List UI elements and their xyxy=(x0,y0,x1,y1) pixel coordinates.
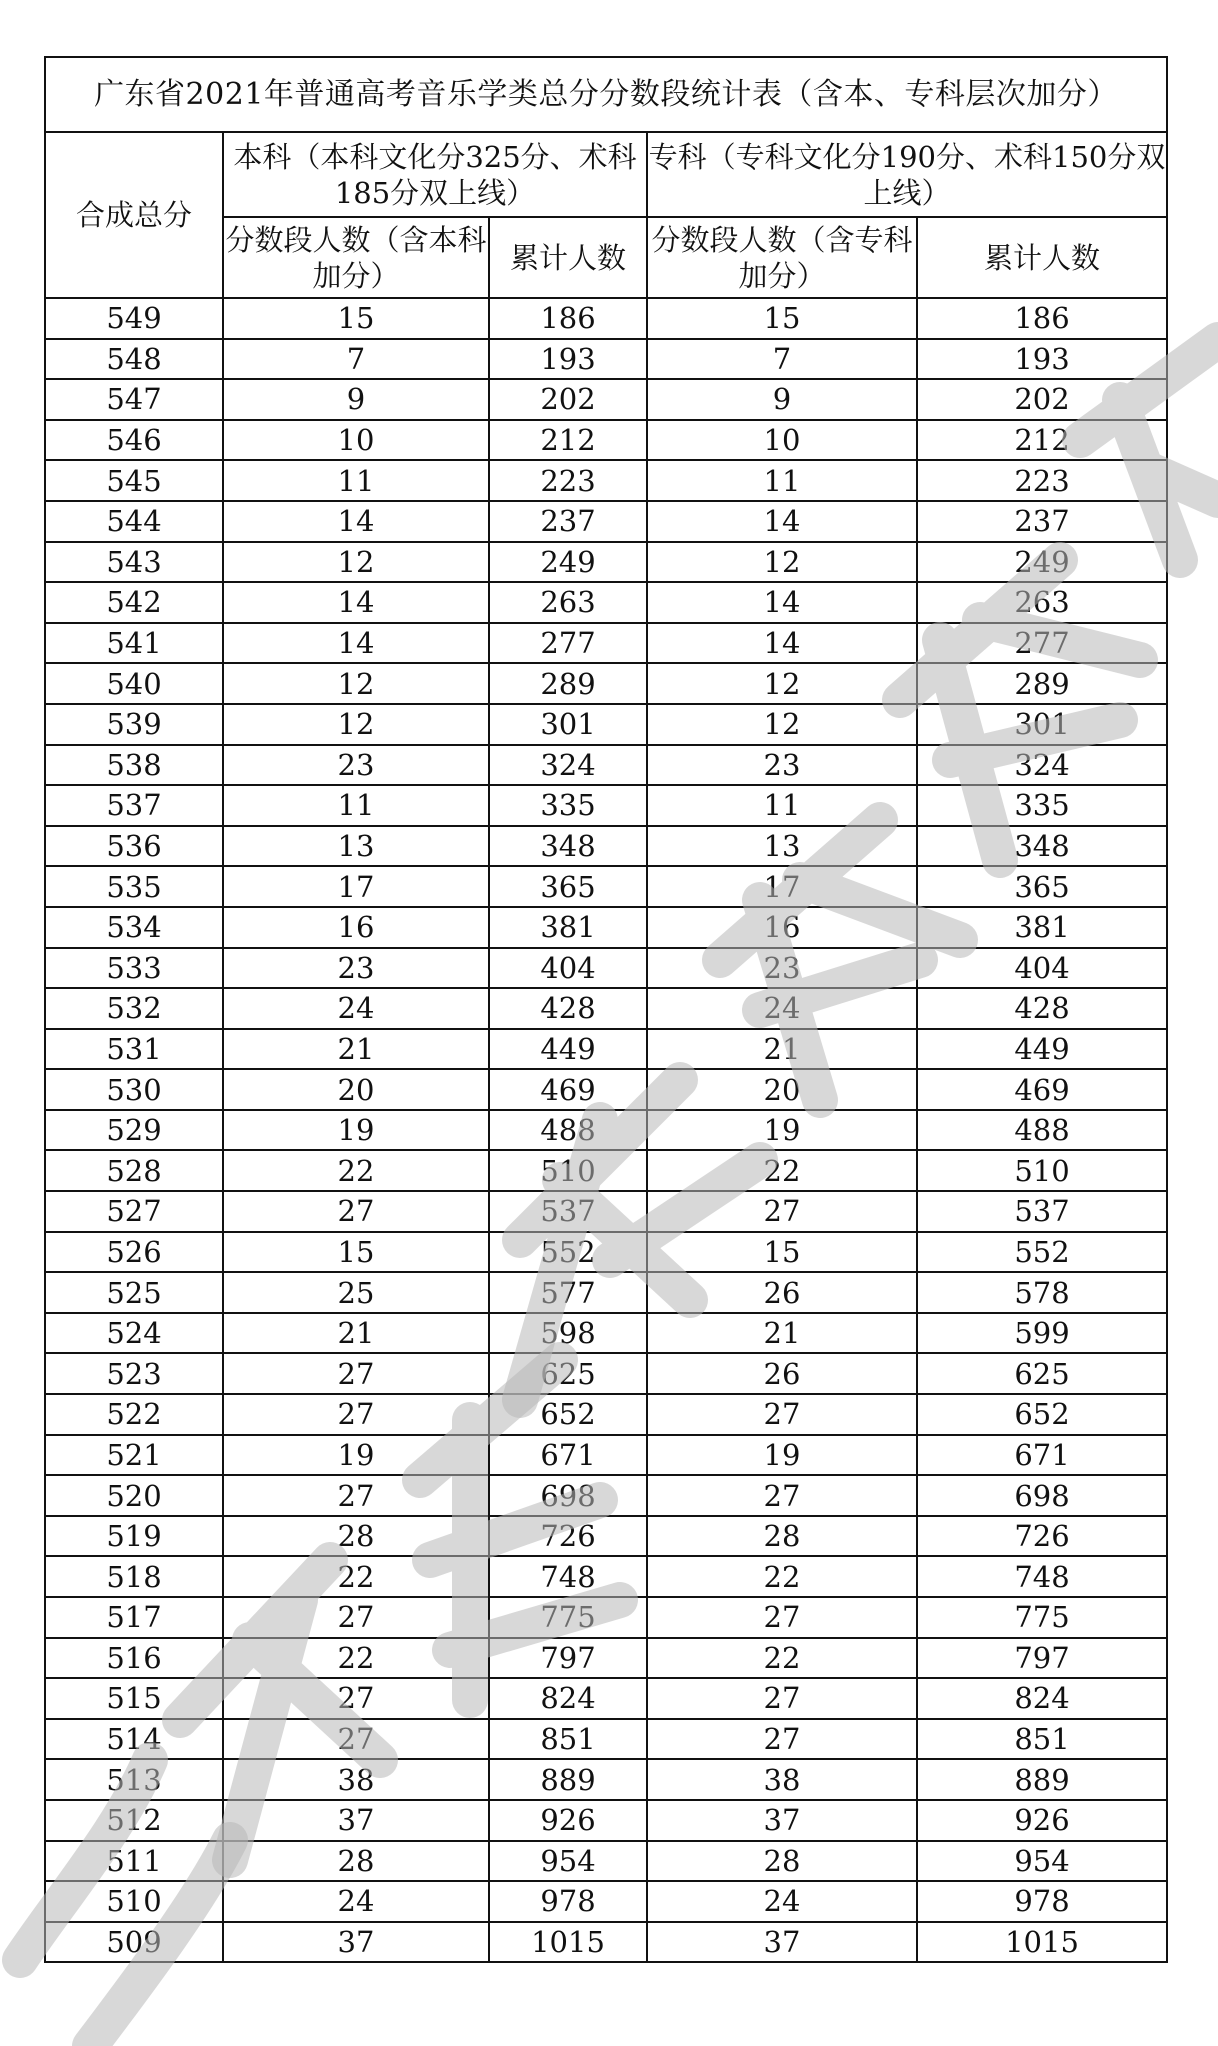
undergrad-count-cell: 27 xyxy=(223,1353,489,1394)
junior-cumulative-cell: 775 xyxy=(917,1597,1167,1638)
score-cell: 545 xyxy=(45,460,223,501)
junior-cumulative-cell: 277 xyxy=(917,623,1167,664)
undergrad-cumulative-cell: 552 xyxy=(489,1232,647,1273)
undergrad-count-cell: 11 xyxy=(223,785,489,826)
undergrad-count-cell: 13 xyxy=(223,826,489,867)
undergrad-count-cell: 27 xyxy=(223,1678,489,1719)
undergrad-cumulative-cell: 186 xyxy=(489,298,647,339)
junior-count-cell: 11 xyxy=(647,785,917,826)
junior-count-cell: 23 xyxy=(647,948,917,989)
undergrad-count-cell: 27 xyxy=(223,1719,489,1760)
score-distribution-table xyxy=(44,56,1168,1963)
undergrad-count-cell: 14 xyxy=(223,623,489,664)
undergrad-cumulative-cell: 449 xyxy=(489,1029,647,1070)
junior-count-cell: 26 xyxy=(647,1353,917,1394)
junior-cumulative-cell: 926 xyxy=(917,1800,1167,1841)
table-row xyxy=(45,542,1167,583)
table-title: 广东省2021年普通高考音乐学类总分分数段统计表（含本、专科层次加分） xyxy=(45,57,1167,132)
score-cell: 509 xyxy=(45,1922,223,1963)
junior-count-cell: 15 xyxy=(647,298,917,339)
junior-cumulative-cell: 249 xyxy=(917,542,1167,583)
score-cell: 539 xyxy=(45,704,223,745)
table-row xyxy=(45,785,1167,826)
junior-count-cell: 12 xyxy=(647,542,917,583)
junior-cumulative-cell: 428 xyxy=(917,988,1167,1029)
score-cell: 513 xyxy=(45,1759,223,1800)
undergrad-cumulative-cell: 289 xyxy=(489,663,647,704)
score-cell: 515 xyxy=(45,1678,223,1719)
header-junior-cumulative: 累计人数 xyxy=(917,217,1167,298)
junior-cumulative-cell: 193 xyxy=(917,339,1167,380)
junior-count-cell: 10 xyxy=(647,420,917,461)
header-score: 合成总分 xyxy=(45,132,223,298)
undergrad-count-cell: 22 xyxy=(223,1150,489,1191)
score-cell: 536 xyxy=(45,826,223,867)
table-row xyxy=(45,460,1167,501)
undergrad-cumulative-cell: 510 xyxy=(489,1150,647,1191)
junior-cumulative-cell: 797 xyxy=(917,1638,1167,1679)
undergrad-count-cell: 15 xyxy=(223,298,489,339)
table-row xyxy=(45,1678,1167,1719)
score-cell: 546 xyxy=(45,420,223,461)
junior-cumulative-cell: 289 xyxy=(917,663,1167,704)
undergrad-cumulative-cell: 577 xyxy=(489,1272,647,1313)
table-row xyxy=(45,866,1167,907)
junior-cumulative-cell: 537 xyxy=(917,1191,1167,1232)
table-row xyxy=(45,1638,1167,1679)
junior-count-cell: 23 xyxy=(647,745,917,786)
score-cell: 531 xyxy=(45,1029,223,1070)
score-cell: 541 xyxy=(45,623,223,664)
junior-cumulative-cell: 381 xyxy=(917,907,1167,948)
undergrad-cumulative-cell: 193 xyxy=(489,339,647,380)
table-row xyxy=(45,1069,1167,1110)
undergrad-cumulative-cell: 851 xyxy=(489,1719,647,1760)
undergrad-cumulative-cell: 698 xyxy=(489,1475,647,1516)
header-junior-segment: 分数段人数（含专科加分） xyxy=(647,217,917,298)
undergrad-count-cell: 19 xyxy=(223,1435,489,1476)
table-row xyxy=(45,1029,1167,1070)
junior-cumulative-cell: 263 xyxy=(917,582,1167,623)
undergrad-cumulative-cell: 263 xyxy=(489,582,647,623)
undergrad-cumulative-cell: 277 xyxy=(489,623,647,664)
junior-count-cell: 14 xyxy=(647,623,917,664)
junior-count-cell: 26 xyxy=(647,1272,917,1313)
junior-cumulative-cell: 889 xyxy=(917,1759,1167,1800)
junior-cumulative-cell: 954 xyxy=(917,1841,1167,1882)
undergrad-count-cell: 25 xyxy=(223,1272,489,1313)
junior-count-cell: 27 xyxy=(647,1719,917,1760)
undergrad-cumulative-cell: 223 xyxy=(489,460,647,501)
junior-cumulative-cell: 698 xyxy=(917,1475,1167,1516)
undergrad-cumulative-cell: 428 xyxy=(489,988,647,1029)
junior-count-cell: 27 xyxy=(647,1191,917,1232)
junior-cumulative-cell: 223 xyxy=(917,460,1167,501)
junior-cumulative-cell: 851 xyxy=(917,1719,1167,1760)
undergrad-cumulative-cell: 954 xyxy=(489,1841,647,1882)
junior-count-cell: 14 xyxy=(647,501,917,542)
score-cell: 549 xyxy=(45,298,223,339)
table-row xyxy=(45,501,1167,542)
score-cell: 521 xyxy=(45,1435,223,1476)
undergrad-cumulative-cell: 404 xyxy=(489,948,647,989)
undergrad-cumulative-cell: 348 xyxy=(489,826,647,867)
junior-count-cell: 38 xyxy=(647,1759,917,1800)
table-row xyxy=(45,1232,1167,1273)
undergrad-count-cell: 14 xyxy=(223,501,489,542)
undergrad-cumulative-cell: 978 xyxy=(489,1881,647,1922)
undergrad-cumulative-cell: 365 xyxy=(489,866,647,907)
undergrad-count-cell: 27 xyxy=(223,1597,489,1638)
junior-count-cell: 14 xyxy=(647,582,917,623)
junior-count-cell: 15 xyxy=(647,1232,917,1273)
junior-count-cell: 11 xyxy=(647,460,917,501)
undergrad-cumulative-cell: 652 xyxy=(489,1394,647,1435)
score-cell: 526 xyxy=(45,1232,223,1273)
score-cell: 517 xyxy=(45,1597,223,1638)
score-cell: 520 xyxy=(45,1475,223,1516)
junior-count-cell: 27 xyxy=(647,1475,917,1516)
junior-count-cell: 27 xyxy=(647,1678,917,1719)
junior-cumulative-cell: 469 xyxy=(917,1069,1167,1110)
junior-cumulative-cell: 301 xyxy=(917,704,1167,745)
undergrad-cumulative-cell: 926 xyxy=(489,1800,647,1841)
undergrad-count-cell: 17 xyxy=(223,866,489,907)
undergrad-count-cell: 28 xyxy=(223,1841,489,1882)
junior-count-cell: 24 xyxy=(647,988,917,1029)
score-cell: 534 xyxy=(45,907,223,948)
table-row xyxy=(45,1922,1167,1963)
junior-count-cell: 16 xyxy=(647,907,917,948)
undergrad-count-cell: 12 xyxy=(223,542,489,583)
table-row xyxy=(45,826,1167,867)
junior-cumulative-cell: 652 xyxy=(917,1394,1167,1435)
undergrad-cumulative-cell: 625 xyxy=(489,1353,647,1394)
score-cell: 547 xyxy=(45,379,223,420)
undergrad-cumulative-cell: 537 xyxy=(489,1191,647,1232)
table-row xyxy=(45,1435,1167,1476)
undergrad-count-cell: 23 xyxy=(223,948,489,989)
score-cell: 524 xyxy=(45,1313,223,1354)
undergrad-cumulative-cell: 748 xyxy=(489,1556,647,1597)
table-row xyxy=(45,948,1167,989)
table-row xyxy=(45,907,1167,948)
junior-count-cell: 27 xyxy=(647,1597,917,1638)
table-row xyxy=(45,1719,1167,1760)
junior-cumulative-cell: 237 xyxy=(917,501,1167,542)
table-row xyxy=(45,1475,1167,1516)
junior-count-cell: 7 xyxy=(647,339,917,380)
header-undergrad-segment: 分数段人数（含本科加分） xyxy=(223,217,489,298)
undergrad-count-cell: 12 xyxy=(223,704,489,745)
junior-count-cell: 28 xyxy=(647,1841,917,1882)
undergrad-cumulative-cell: 598 xyxy=(489,1313,647,1354)
table-row xyxy=(45,1759,1167,1800)
undergrad-count-cell: 22 xyxy=(223,1556,489,1597)
score-cell: 537 xyxy=(45,785,223,826)
junior-cumulative-cell: 578 xyxy=(917,1272,1167,1313)
undergrad-cumulative-cell: 775 xyxy=(489,1597,647,1638)
header-undergrad: 本科（本科文化分325分、术科185分双上线） xyxy=(223,132,647,217)
junior-cumulative-cell: 824 xyxy=(917,1678,1167,1719)
junior-cumulative-cell: 625 xyxy=(917,1353,1167,1394)
score-cell: 522 xyxy=(45,1394,223,1435)
junior-count-cell: 21 xyxy=(647,1313,917,1354)
table-row xyxy=(45,623,1167,664)
junior-count-cell: 9 xyxy=(647,379,917,420)
junior-cumulative-cell: 726 xyxy=(917,1516,1167,1557)
undergrad-cumulative-cell: 469 xyxy=(489,1069,647,1110)
undergrad-count-cell: 23 xyxy=(223,745,489,786)
table-row xyxy=(45,1272,1167,1313)
score-cell: 544 xyxy=(45,501,223,542)
undergrad-count-cell: 15 xyxy=(223,1232,489,1273)
junior-count-cell: 24 xyxy=(647,1881,917,1922)
table-row xyxy=(45,1841,1167,1882)
undergrad-count-cell: 27 xyxy=(223,1191,489,1232)
undergrad-cumulative-cell: 824 xyxy=(489,1678,647,1719)
score-cell: 542 xyxy=(45,582,223,623)
undergrad-cumulative-cell: 671 xyxy=(489,1435,647,1476)
undergrad-count-cell: 24 xyxy=(223,1881,489,1922)
table-row xyxy=(45,1516,1167,1557)
undergrad-cumulative-cell: 381 xyxy=(489,907,647,948)
undergrad-count-cell: 14 xyxy=(223,582,489,623)
undergrad-cumulative-cell: 212 xyxy=(489,420,647,461)
junior-count-cell: 22 xyxy=(647,1150,917,1191)
undergrad-count-cell: 11 xyxy=(223,460,489,501)
undergrad-cumulative-cell: 202 xyxy=(489,379,647,420)
score-cell: 533 xyxy=(45,948,223,989)
junior-count-cell: 37 xyxy=(647,1922,917,1963)
header-undergrad-cumulative: 累计人数 xyxy=(489,217,647,298)
table-row xyxy=(45,704,1167,745)
undergrad-count-cell: 24 xyxy=(223,988,489,1029)
score-cell: 511 xyxy=(45,1841,223,1882)
undergrad-count-cell: 27 xyxy=(223,1394,489,1435)
undergrad-count-cell: 12 xyxy=(223,663,489,704)
junior-count-cell: 12 xyxy=(647,663,917,704)
score-cell: 519 xyxy=(45,1516,223,1557)
junior-count-cell: 28 xyxy=(647,1516,917,1557)
junior-count-cell: 20 xyxy=(647,1069,917,1110)
undergrad-count-cell: 20 xyxy=(223,1069,489,1110)
score-cell: 530 xyxy=(45,1069,223,1110)
undergrad-count-cell: 21 xyxy=(223,1029,489,1070)
junior-cumulative-cell: 348 xyxy=(917,826,1167,867)
table-row xyxy=(45,420,1167,461)
table-row xyxy=(45,1191,1167,1232)
junior-cumulative-cell: 324 xyxy=(917,745,1167,786)
undergrad-cumulative-cell: 1015 xyxy=(489,1922,647,1963)
undergrad-cumulative-cell: 249 xyxy=(489,542,647,583)
undergrad-count-cell: 10 xyxy=(223,420,489,461)
score-cell: 529 xyxy=(45,1110,223,1151)
junior-cumulative-cell: 212 xyxy=(917,420,1167,461)
undergrad-count-cell: 28 xyxy=(223,1516,489,1557)
junior-cumulative-cell: 599 xyxy=(917,1313,1167,1354)
junior-cumulative-cell: 510 xyxy=(917,1150,1167,1191)
table-row xyxy=(45,663,1167,704)
junior-cumulative-cell: 404 xyxy=(917,948,1167,989)
junior-count-cell: 19 xyxy=(647,1110,917,1151)
undergrad-cumulative-cell: 797 xyxy=(489,1638,647,1679)
table-row xyxy=(45,1353,1167,1394)
junior-cumulative-cell: 748 xyxy=(917,1556,1167,1597)
table-row xyxy=(45,1150,1167,1191)
junior-count-cell: 13 xyxy=(647,826,917,867)
score-cell: 538 xyxy=(45,745,223,786)
score-cell: 528 xyxy=(45,1150,223,1191)
table-row xyxy=(45,988,1167,1029)
score-cell: 527 xyxy=(45,1191,223,1232)
junior-cumulative-cell: 202 xyxy=(917,379,1167,420)
junior-count-cell: 17 xyxy=(647,866,917,907)
score-cell: 510 xyxy=(45,1881,223,1922)
junior-cumulative-cell: 1015 xyxy=(917,1922,1167,1963)
junior-cumulative-cell: 488 xyxy=(917,1110,1167,1151)
undergrad-count-cell: 37 xyxy=(223,1922,489,1963)
undergrad-cumulative-cell: 237 xyxy=(489,501,647,542)
header-junior: 专科（专科文化分190分、术科150分双上线） xyxy=(647,132,1167,217)
score-cell: 532 xyxy=(45,988,223,1029)
junior-cumulative-cell: 186 xyxy=(917,298,1167,339)
undergrad-cumulative-cell: 324 xyxy=(489,745,647,786)
table-row xyxy=(45,582,1167,623)
score-cell: 516 xyxy=(45,1638,223,1679)
junior-cumulative-cell: 365 xyxy=(917,866,1167,907)
undergrad-count-cell: 16 xyxy=(223,907,489,948)
junior-count-cell: 19 xyxy=(647,1435,917,1476)
table-row xyxy=(45,379,1167,420)
undergrad-cumulative-cell: 301 xyxy=(489,704,647,745)
table-row xyxy=(45,1597,1167,1638)
undergrad-count-cell: 22 xyxy=(223,1638,489,1679)
undergrad-count-cell: 9 xyxy=(223,379,489,420)
junior-count-cell: 37 xyxy=(647,1800,917,1841)
junior-cumulative-cell: 335 xyxy=(917,785,1167,826)
table-row xyxy=(45,1800,1167,1841)
junior-cumulative-cell: 671 xyxy=(917,1435,1167,1476)
score-cell: 548 xyxy=(45,339,223,380)
junior-count-cell: 27 xyxy=(647,1394,917,1435)
score-cell: 518 xyxy=(45,1556,223,1597)
table-row xyxy=(45,1394,1167,1435)
junior-count-cell: 12 xyxy=(647,704,917,745)
undergrad-count-cell: 19 xyxy=(223,1110,489,1151)
undergrad-count-cell: 37 xyxy=(223,1800,489,1841)
junior-cumulative-cell: 449 xyxy=(917,1029,1167,1070)
table-row xyxy=(45,1110,1167,1151)
table-row xyxy=(45,339,1167,380)
undergrad-cumulative-cell: 726 xyxy=(489,1516,647,1557)
score-cell: 525 xyxy=(45,1272,223,1313)
junior-count-cell: 22 xyxy=(647,1638,917,1679)
junior-cumulative-cell: 552 xyxy=(917,1232,1167,1273)
score-cell: 512 xyxy=(45,1800,223,1841)
undergrad-count-cell: 27 xyxy=(223,1475,489,1516)
undergrad-count-cell: 7 xyxy=(223,339,489,380)
table-row xyxy=(45,1881,1167,1922)
undergrad-cumulative-cell: 488 xyxy=(489,1110,647,1151)
table-row xyxy=(45,1313,1167,1354)
table-row xyxy=(45,745,1167,786)
table-row xyxy=(45,1556,1167,1597)
undergrad-cumulative-cell: 335 xyxy=(489,785,647,826)
junior-count-cell: 21 xyxy=(647,1029,917,1070)
junior-count-cell: 22 xyxy=(647,1556,917,1597)
undergrad-cumulative-cell: 889 xyxy=(489,1759,647,1800)
score-cell: 514 xyxy=(45,1719,223,1760)
junior-cumulative-cell: 978 xyxy=(917,1881,1167,1922)
score-cell: 543 xyxy=(45,542,223,583)
score-cell: 540 xyxy=(45,663,223,704)
score-cell: 523 xyxy=(45,1353,223,1394)
undergrad-count-cell: 38 xyxy=(223,1759,489,1800)
undergrad-count-cell: 21 xyxy=(223,1313,489,1354)
table-row xyxy=(45,298,1167,339)
score-cell: 535 xyxy=(45,866,223,907)
